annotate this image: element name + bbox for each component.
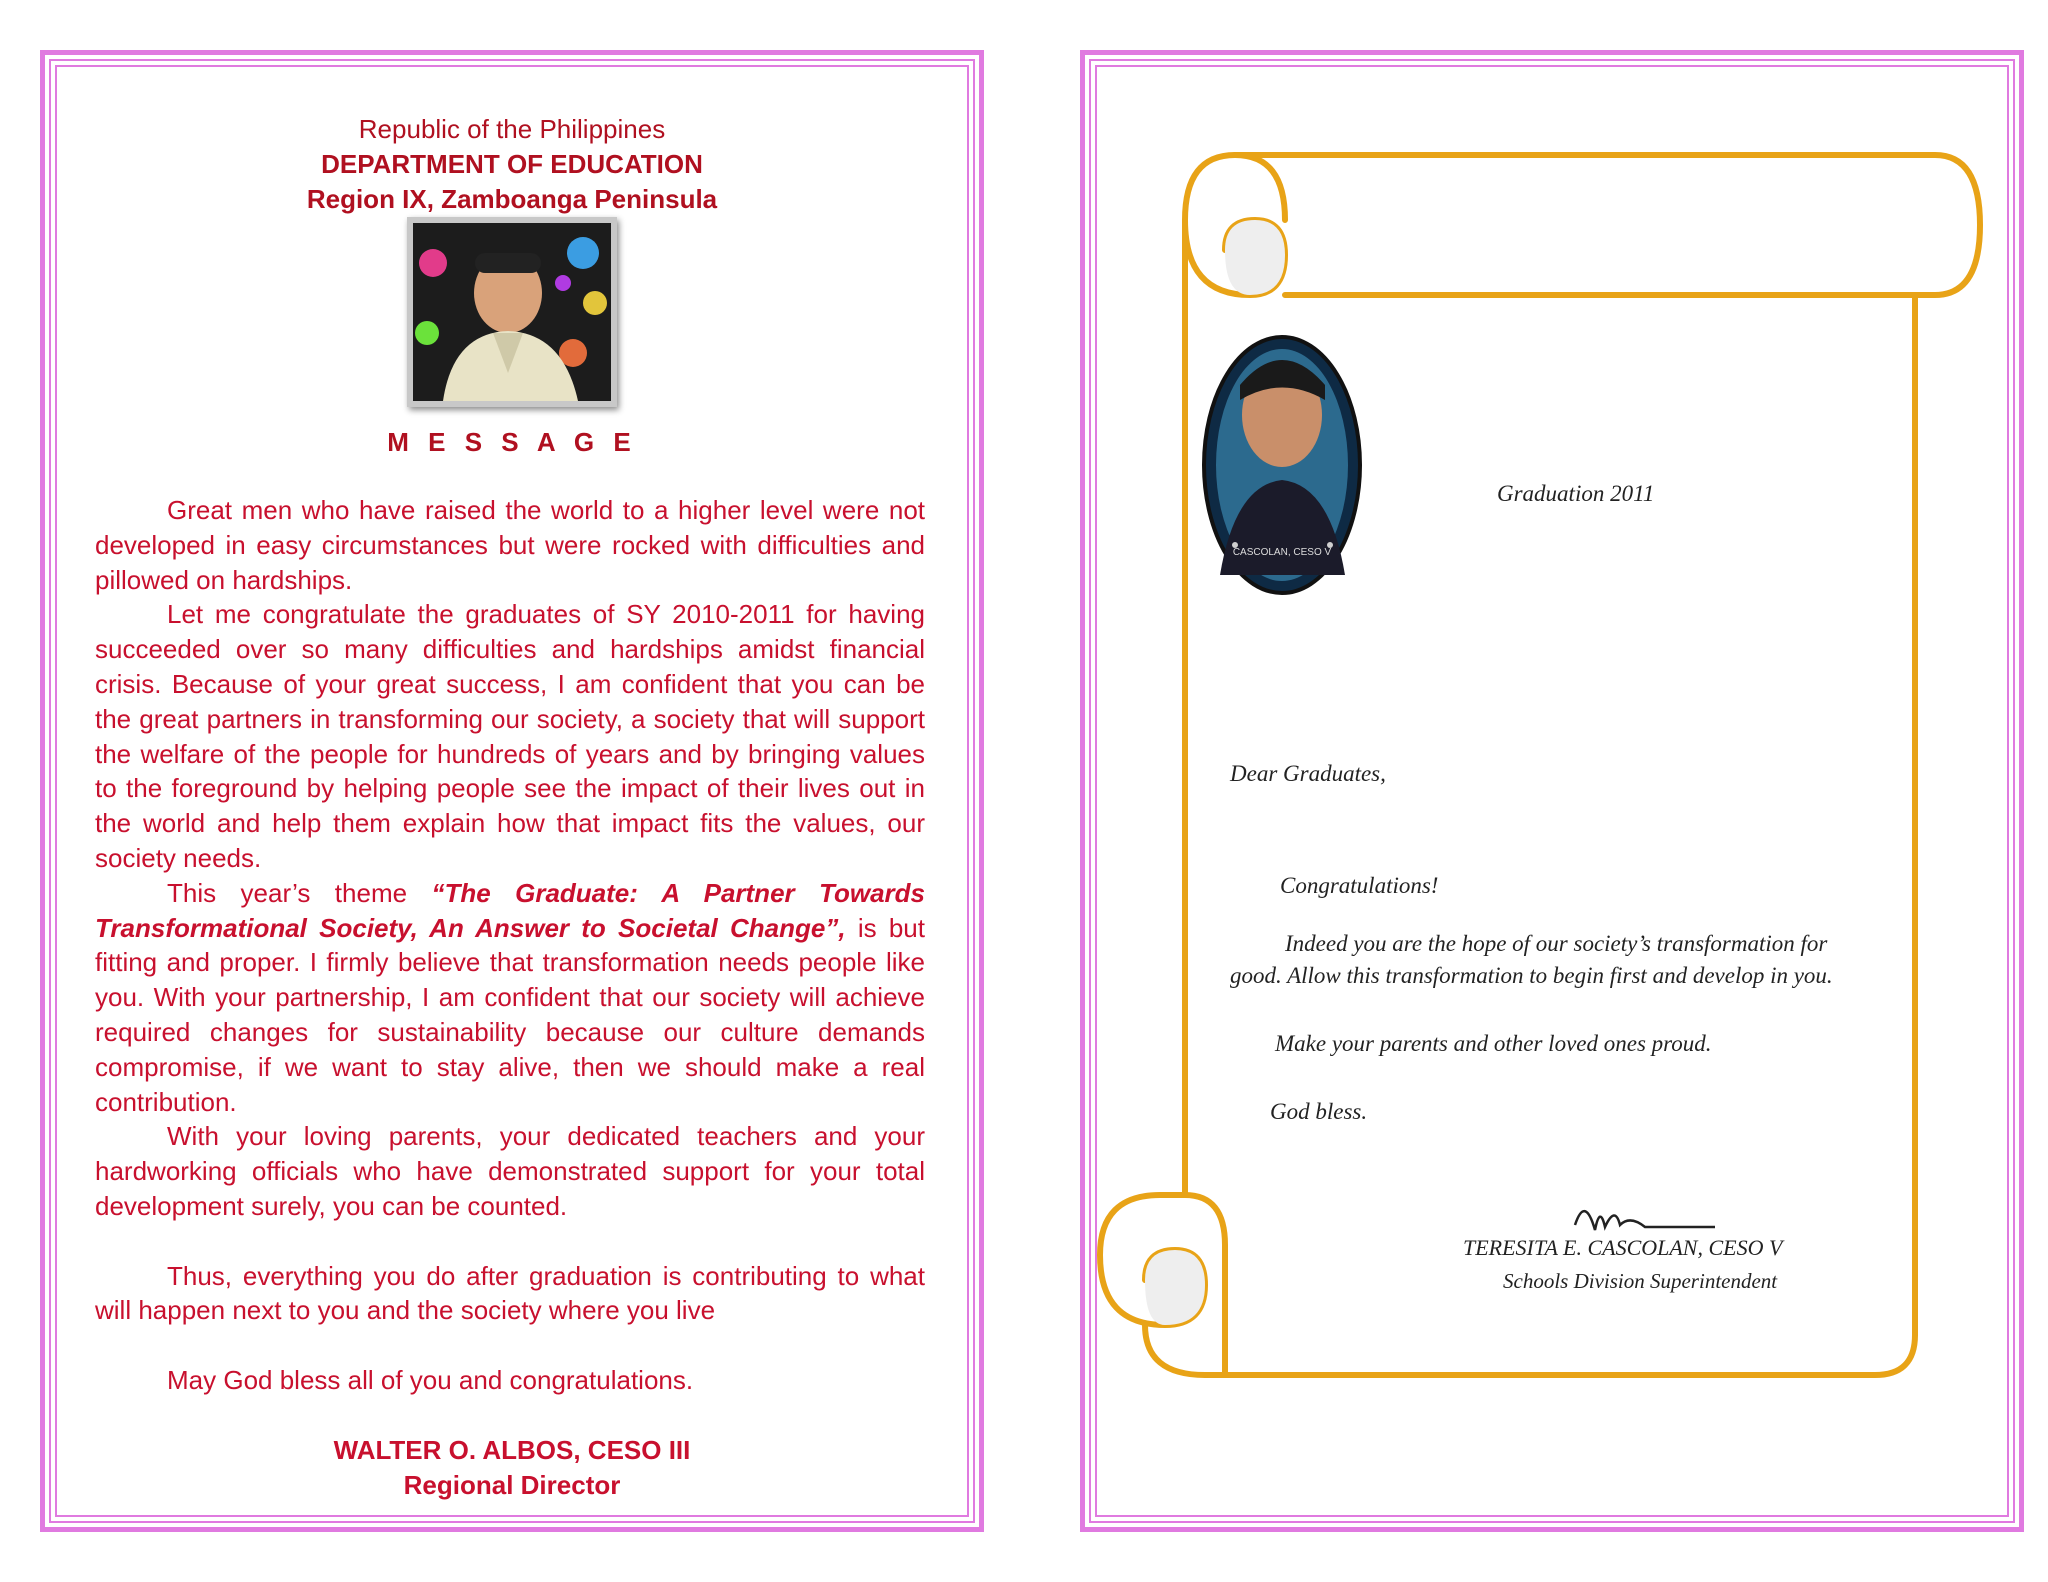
letter-line-4: God bless. bbox=[1270, 1099, 1368, 1124]
handwritten-signature bbox=[1575, 1211, 1715, 1230]
salutation: Dear Graduates, bbox=[1230, 761, 1386, 786]
signatory-name: WALTER O. ALBOS, CESO III bbox=[333, 1435, 691, 1465]
paragraph-5: Thus, everything you do after graduation is contributing to what will happen next to you and the society where you live bbox=[95, 1260, 925, 1326]
paragraph-1: Great men who have raised the world to a higher level were not developed in easy circumstances but were rocked with difficulties and pillowed on hardships. bbox=[95, 495, 925, 595]
header-department: DEPARTMENT OF EDUCATION bbox=[321, 149, 703, 179]
date-line: Graduation 2011 bbox=[1497, 481, 1655, 506]
letter-line-2: good. Allow this transformation to begin first and develop in you. bbox=[1230, 963, 1833, 988]
header-region: Region IX, Zamboanga Peninsula bbox=[306, 184, 718, 214]
superintendent-name: TERESITA E. CASCOLAN, CESO V bbox=[1463, 1235, 1783, 1260]
letter-line-3: Make your parents and other loved ones proud. bbox=[1275, 1031, 1712, 1056]
paragraph-3-lead: This year’s theme bbox=[167, 877, 432, 908]
message-title: M E S S A G E bbox=[387, 427, 637, 457]
paragraph-6: May God bless all of you and congratulations. bbox=[167, 1364, 694, 1395]
paragraph-3-rest: is but fitting and proper. I firmly believe that transformation needs people like you. With your partnership, I am confident that our society will achieve required changes for sustainability because our culture demands compromise, if we want to stay alive, then we should make a real contribution. bbox=[95, 912, 925, 1117]
paragraph-3 bbox=[95, 876, 925, 1120]
left-page bbox=[40, 50, 984, 1532]
congratulations-line: Congratulations! bbox=[1280, 873, 1439, 898]
message-body bbox=[95, 493, 925, 1398]
graduation-theme: “The Graduate: A Partner Towards Transformational Society, An Answer to Societal Change”, bbox=[95, 877, 925, 943]
signatory-title: Regional Director bbox=[403, 1470, 621, 1500]
oval-caption: CASCOLAN, CESO V bbox=[1232, 547, 1332, 558]
paragraph-2: Let me congratulate the graduates of SY 2010-2011 for having succeeded over so many difficulties and hardships amidst financial crisis. Because of your great success, I am confident that you can be the great partners in transforming our society, a society that will support the welfare of the people for hundreds of years and by bringing values to the foreground by helping people see the impact of their lives out in the world and help them explain how that impact fits the values, our society needs. bbox=[95, 599, 925, 873]
scroll-frame bbox=[1085, 55, 2019, 1527]
letter-line-1: Indeed you are the hope of our society’s transformation for bbox=[1285, 931, 1828, 956]
director-photo bbox=[407, 217, 617, 407]
paragraph-4: With your loving parents, your dedicated teachers and your hardworking officials who have demonstrated support for your total development surely, you can be counted. bbox=[95, 1121, 925, 1221]
header-republic: Republic of the Philippines bbox=[358, 114, 666, 144]
superintendent-title: Schools Division Superintendent bbox=[1503, 1269, 1778, 1293]
right-page bbox=[1080, 50, 2024, 1532]
